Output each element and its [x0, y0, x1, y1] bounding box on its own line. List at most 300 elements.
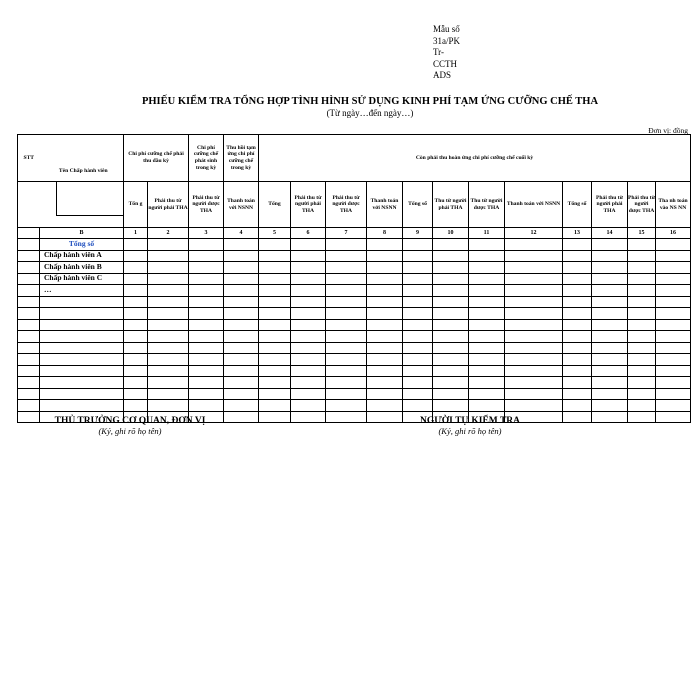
- table-cell: [505, 285, 563, 297]
- table-cell: [433, 262, 469, 274]
- table-cell: [563, 250, 592, 262]
- table-cell: [628, 400, 656, 412]
- table-cell: [189, 308, 224, 320]
- table-cell: [403, 342, 433, 354]
- header-opening-balance: Chi phí cưỡng chế phải thu đầu kỳ: [124, 135, 189, 182]
- row-name-cell: Chấp hành viên B: [40, 262, 124, 274]
- subheader-cell: Phải thu từ người phải THA: [592, 182, 628, 228]
- table-cell: [189, 262, 224, 274]
- table-cell: [469, 365, 505, 377]
- table-cell: [367, 331, 403, 343]
- table-cell: [367, 273, 403, 285]
- subheader-cell: Tha nh toán vào NS NN: [656, 182, 691, 228]
- table-cell: [291, 354, 326, 366]
- header-row-1: [18, 135, 691, 182]
- table-cell: [592, 411, 628, 423]
- table-cell: [224, 377, 259, 389]
- table-row: [18, 250, 691, 262]
- table-cell: [433, 296, 469, 308]
- table-cell: [189, 239, 224, 251]
- table-cell: [224, 411, 259, 423]
- table-cell: [291, 239, 326, 251]
- table-cell: [563, 411, 592, 423]
- table-cell: [592, 239, 628, 251]
- header-stt: STT: [18, 135, 40, 182]
- table-cell: [259, 308, 291, 320]
- table-cell: [563, 296, 592, 308]
- table-cell: [505, 377, 563, 389]
- subheader-cell: Phải thu từ người được THA: [628, 182, 656, 228]
- row-name-cell: [40, 388, 124, 400]
- table-cell: [189, 377, 224, 389]
- table-cell: [259, 377, 291, 389]
- table-cell: [148, 342, 189, 354]
- table-cell: [124, 365, 148, 377]
- table-cell: [148, 273, 189, 285]
- table-cell: [259, 411, 291, 423]
- table-cell: [326, 354, 367, 366]
- table-cell: [433, 308, 469, 320]
- table-cell: [656, 239, 691, 251]
- table-cell: [18, 296, 40, 308]
- table-cell: [224, 273, 259, 285]
- table-cell: [403, 331, 433, 343]
- table-cell: [124, 262, 148, 274]
- table-cell: [189, 342, 224, 354]
- table-cell: [18, 342, 40, 354]
- subheader-cell: Thanh toán với NSNN: [224, 182, 259, 228]
- signature-block-head: [40, 416, 220, 436]
- table-cell: [148, 354, 189, 366]
- table-cell: [656, 411, 691, 423]
- table-cell: [656, 250, 691, 262]
- number-cell: 10: [433, 228, 469, 239]
- table-cell: [628, 354, 656, 366]
- table-cell: [433, 285, 469, 297]
- row-name-cell: [40, 342, 124, 354]
- row-name-cell: [40, 365, 124, 377]
- table-cell: [224, 365, 259, 377]
- table-cell: [656, 319, 691, 331]
- table-cell: [628, 319, 656, 331]
- table-cell: [124, 342, 148, 354]
- table-cell: [291, 285, 326, 297]
- table-cell: [592, 342, 628, 354]
- form-code-line: ADS: [433, 70, 452, 80]
- table-cell: [505, 388, 563, 400]
- table-cell: [592, 354, 628, 366]
- table-cell: [326, 377, 367, 389]
- table-cell: [326, 285, 367, 297]
- table-cell: [124, 273, 148, 285]
- table-cell: [326, 411, 367, 423]
- table-cell: [259, 365, 291, 377]
- table-cell: [124, 250, 148, 262]
- table-cell: [403, 273, 433, 285]
- table-cell: [563, 388, 592, 400]
- table-row: [18, 262, 691, 274]
- table-cell: [469, 262, 505, 274]
- table-cell: [592, 308, 628, 320]
- table-cell: [433, 250, 469, 262]
- table-cell: [124, 331, 148, 343]
- table-cell: [259, 319, 291, 331]
- table-cell: [469, 400, 505, 412]
- table-cell: [656, 342, 691, 354]
- table-cell: [433, 400, 469, 412]
- table-cell: [433, 354, 469, 366]
- table-cell: [505, 250, 563, 262]
- table-cell: [433, 331, 469, 343]
- table-cell: [656, 273, 691, 285]
- table-row: [18, 400, 691, 412]
- number-cell: 15: [628, 228, 656, 239]
- table-row: [18, 342, 691, 354]
- table-cell: [259, 388, 291, 400]
- table-cell: [326, 296, 367, 308]
- table-cell: [291, 319, 326, 331]
- table-cell: [469, 319, 505, 331]
- table-cell: [326, 250, 367, 262]
- signature-block-inspector: [380, 416, 560, 436]
- table-cell: [367, 296, 403, 308]
- table-cell: [124, 319, 148, 331]
- document-subtitle: (Từ ngày…đến ngày…): [326, 108, 414, 118]
- table-cell: [148, 296, 189, 308]
- table-cell: [124, 285, 148, 297]
- header-stt-sub: [18, 182, 40, 228]
- table-cell: [259, 296, 291, 308]
- table-cell: [124, 308, 148, 320]
- table-cell: [148, 400, 189, 412]
- table-cell: [367, 377, 403, 389]
- table-row: [18, 273, 691, 285]
- table-cell: [326, 319, 367, 331]
- table-cell: [592, 319, 628, 331]
- table-cell: [403, 250, 433, 262]
- table-cell: [259, 262, 291, 274]
- table-cell: [189, 354, 224, 366]
- table-cell: [628, 365, 656, 377]
- form-code-line: Tr-: [433, 47, 444, 57]
- form-code: [433, 24, 460, 82]
- subheader-cell: Tổn g: [124, 182, 148, 228]
- table-cell: [469, 250, 505, 262]
- table-cell: [291, 296, 326, 308]
- table-cell: [433, 365, 469, 377]
- table-cell: [656, 331, 691, 343]
- table-cell: [505, 308, 563, 320]
- table-cell: [326, 262, 367, 274]
- table-cell: [628, 239, 656, 251]
- number-cell: 9: [403, 228, 433, 239]
- signature-title: THỦ TRƯỞNG CƠ QUAN, ĐƠN VỊ: [54, 416, 206, 426]
- table-cell: [224, 308, 259, 320]
- table-cell: [224, 262, 259, 274]
- subheader-cell: Phải thu từ người phải THA: [291, 182, 326, 228]
- table-cell: [291, 331, 326, 343]
- document-title: PHIẾU KIỂM TRA TỔNG HỢP TÌNH HÌNH SỬ DỤNG KINH PHÍ TẠM ỨNG CƯỠNG CHẾ THA: [141, 96, 599, 107]
- table-cell: [367, 365, 403, 377]
- table-cell: [224, 331, 259, 343]
- table-cell: [592, 377, 628, 389]
- table-cell: [124, 388, 148, 400]
- table-cell: [563, 354, 592, 366]
- table-cell: [291, 262, 326, 274]
- table-cell: [367, 262, 403, 274]
- table-cell: [656, 354, 691, 366]
- table-cell: [403, 296, 433, 308]
- table-cell: [403, 365, 433, 377]
- table-cell: [367, 239, 403, 251]
- table-cell: [433, 273, 469, 285]
- table-cell: [18, 273, 40, 285]
- table-cell: [259, 331, 291, 343]
- header-recovered: Thu hồi tạm ứng chi phí cưỡng chế trong kỳ: [224, 135, 259, 182]
- table-cell: [505, 400, 563, 412]
- table-cell: [189, 273, 224, 285]
- table-cell: [563, 331, 592, 343]
- table-cell: [628, 250, 656, 262]
- number-cell: [18, 228, 40, 239]
- table-cell: [656, 262, 691, 274]
- table-cell: [18, 365, 40, 377]
- table-cell: [563, 400, 592, 412]
- table-cell: [124, 377, 148, 389]
- table-row: [18, 365, 691, 377]
- table-cell: [656, 285, 691, 297]
- row-name-cell: [40, 377, 124, 389]
- table-cell: [628, 388, 656, 400]
- table-cell: [628, 331, 656, 343]
- table-cell: [291, 273, 326, 285]
- table-cell: [628, 296, 656, 308]
- table-cell: [403, 285, 433, 297]
- table-cell: [505, 331, 563, 343]
- table-cell: [592, 285, 628, 297]
- form-code-line: Mẫu số: [433, 24, 460, 34]
- table-cell: [18, 319, 40, 331]
- table-cell: [18, 250, 40, 262]
- table-cell: [291, 365, 326, 377]
- table-cell: [18, 308, 40, 320]
- table-cell: [469, 273, 505, 285]
- subheader-cell: Thu từ người phải THA: [433, 182, 469, 228]
- table-cell: [259, 273, 291, 285]
- table-cell: [469, 285, 505, 297]
- table-cell: [224, 239, 259, 251]
- table-cell: [124, 400, 148, 412]
- table-cell: [18, 411, 40, 423]
- number-cell: 14: [592, 228, 628, 239]
- table-cell: [18, 285, 40, 297]
- table-cell: [367, 354, 403, 366]
- table-cell: [224, 342, 259, 354]
- number-cell: 8: [367, 228, 403, 239]
- table-cell: [628, 273, 656, 285]
- subheader-cell: Thanh toán với NSNN: [505, 182, 563, 228]
- table-cell: [367, 388, 403, 400]
- table-cell: [291, 250, 326, 262]
- table-row: [18, 296, 691, 308]
- table-cell: [148, 377, 189, 389]
- table-cell: [563, 319, 592, 331]
- subheader-cell: Tổng: [259, 182, 291, 228]
- table-cell: [224, 285, 259, 297]
- table-cell: [18, 354, 40, 366]
- subheader-cell: Tổng số: [563, 182, 592, 228]
- table-cell: [291, 400, 326, 412]
- table-cell: [433, 239, 469, 251]
- header-name: [40, 135, 124, 182]
- table-cell: [403, 377, 433, 389]
- table-cell: [469, 388, 505, 400]
- table-body: [18, 239, 691, 423]
- table-cell: [124, 354, 148, 366]
- number-cell: 1: [124, 228, 148, 239]
- table-cell: [469, 239, 505, 251]
- table-cell: [403, 319, 433, 331]
- table-cell: [259, 250, 291, 262]
- table-cell: [189, 388, 224, 400]
- header-divider: [56, 182, 57, 216]
- number-cell: 12: [505, 228, 563, 239]
- table-cell: [148, 308, 189, 320]
- table-cell: [505, 239, 563, 251]
- table-cell: [259, 285, 291, 297]
- table-cell: [189, 285, 224, 297]
- table-cell: [563, 308, 592, 320]
- number-cell: B: [40, 228, 124, 239]
- table-cell: [656, 296, 691, 308]
- header-name-sub: [40, 182, 124, 228]
- table-cell: [189, 400, 224, 412]
- table-cell: [189, 365, 224, 377]
- table-cell: [505, 262, 563, 274]
- table-row: [18, 354, 691, 366]
- row-name-cell: [40, 319, 124, 331]
- row-name-cell: Chấp hành viên C: [40, 273, 124, 285]
- table-cell: [148, 331, 189, 343]
- table-cell: [592, 400, 628, 412]
- table-cell: [148, 239, 189, 251]
- table-cell: [367, 342, 403, 354]
- table-cell: [367, 285, 403, 297]
- table-cell: [326, 308, 367, 320]
- table-cell: [18, 388, 40, 400]
- table-cell: [224, 388, 259, 400]
- table-cell: [656, 377, 691, 389]
- table-cell: [148, 285, 189, 297]
- table-cell: [189, 319, 224, 331]
- unit-label: Đơn vị: đồng: [648, 126, 688, 135]
- form-code-line: CCTH: [433, 58, 458, 69]
- row-name-cell: …: [40, 285, 124, 297]
- number-cell: 16: [656, 228, 691, 239]
- table-cell: [148, 365, 189, 377]
- table-cell: [367, 400, 403, 412]
- report-table: [17, 134, 691, 423]
- table-cell: [224, 400, 259, 412]
- table-cell: [656, 365, 691, 377]
- table-cell: [656, 308, 691, 320]
- number-cell: 5: [259, 228, 291, 239]
- table-cell: [403, 262, 433, 274]
- table-cell: [505, 354, 563, 366]
- table-cell: [628, 285, 656, 297]
- table-cell: [469, 308, 505, 320]
- table-cell: [592, 296, 628, 308]
- subheader-cell: Phải thu từ người được THA: [189, 182, 224, 228]
- table-cell: [403, 388, 433, 400]
- table-cell: [433, 319, 469, 331]
- table-cell: [124, 239, 148, 251]
- row-name-cell: [40, 354, 124, 366]
- row-name-cell: [40, 400, 124, 412]
- header-incurred: Chi phí cưỡng chế phát sinh trong kỳ: [189, 135, 224, 182]
- table-cell: [189, 331, 224, 343]
- table-cell: [326, 331, 367, 343]
- table-cell: [403, 354, 433, 366]
- table-cell: [259, 342, 291, 354]
- table-cell: [563, 285, 592, 297]
- table-cell: [326, 365, 367, 377]
- table-cell: [326, 388, 367, 400]
- table-cell: [563, 342, 592, 354]
- table-cell: [628, 342, 656, 354]
- table-cell: [592, 365, 628, 377]
- table-cell: [367, 308, 403, 320]
- table-cell: [628, 377, 656, 389]
- subheader-cell: Tổng số: [403, 182, 433, 228]
- table-cell: [259, 400, 291, 412]
- table-cell: [18, 331, 40, 343]
- table-cell: [469, 342, 505, 354]
- table-cell: [505, 296, 563, 308]
- table-cell: [148, 388, 189, 400]
- table-cell: [291, 308, 326, 320]
- table-cell: [505, 319, 563, 331]
- row-name-cell: Chấp hành viên A: [40, 250, 124, 262]
- table-cell: [326, 273, 367, 285]
- table-row: [18, 285, 691, 297]
- table-cell: [628, 308, 656, 320]
- table-cell: [326, 239, 367, 251]
- table-cell: [403, 400, 433, 412]
- row-name-cell: Tổng số: [40, 239, 124, 251]
- table-cell: [326, 342, 367, 354]
- table-cell: [403, 239, 433, 251]
- signature-note: (Ký, ghi rõ họ tên): [438, 426, 502, 436]
- table-cell: [592, 262, 628, 274]
- table-cell: [291, 342, 326, 354]
- number-cell: 2: [148, 228, 189, 239]
- table-cell: [628, 262, 656, 274]
- table-cell: [656, 388, 691, 400]
- table-row: [18, 377, 691, 389]
- table-cell: [433, 342, 469, 354]
- table-cell: [469, 296, 505, 308]
- table-cell: [403, 308, 433, 320]
- table-row: [18, 239, 691, 251]
- table-cell: [592, 250, 628, 262]
- table-cell: [563, 262, 592, 274]
- table-cell: [18, 262, 40, 274]
- table-row: [18, 388, 691, 400]
- table-cell: [469, 331, 505, 343]
- table-cell: [367, 250, 403, 262]
- table-cell: [18, 239, 40, 251]
